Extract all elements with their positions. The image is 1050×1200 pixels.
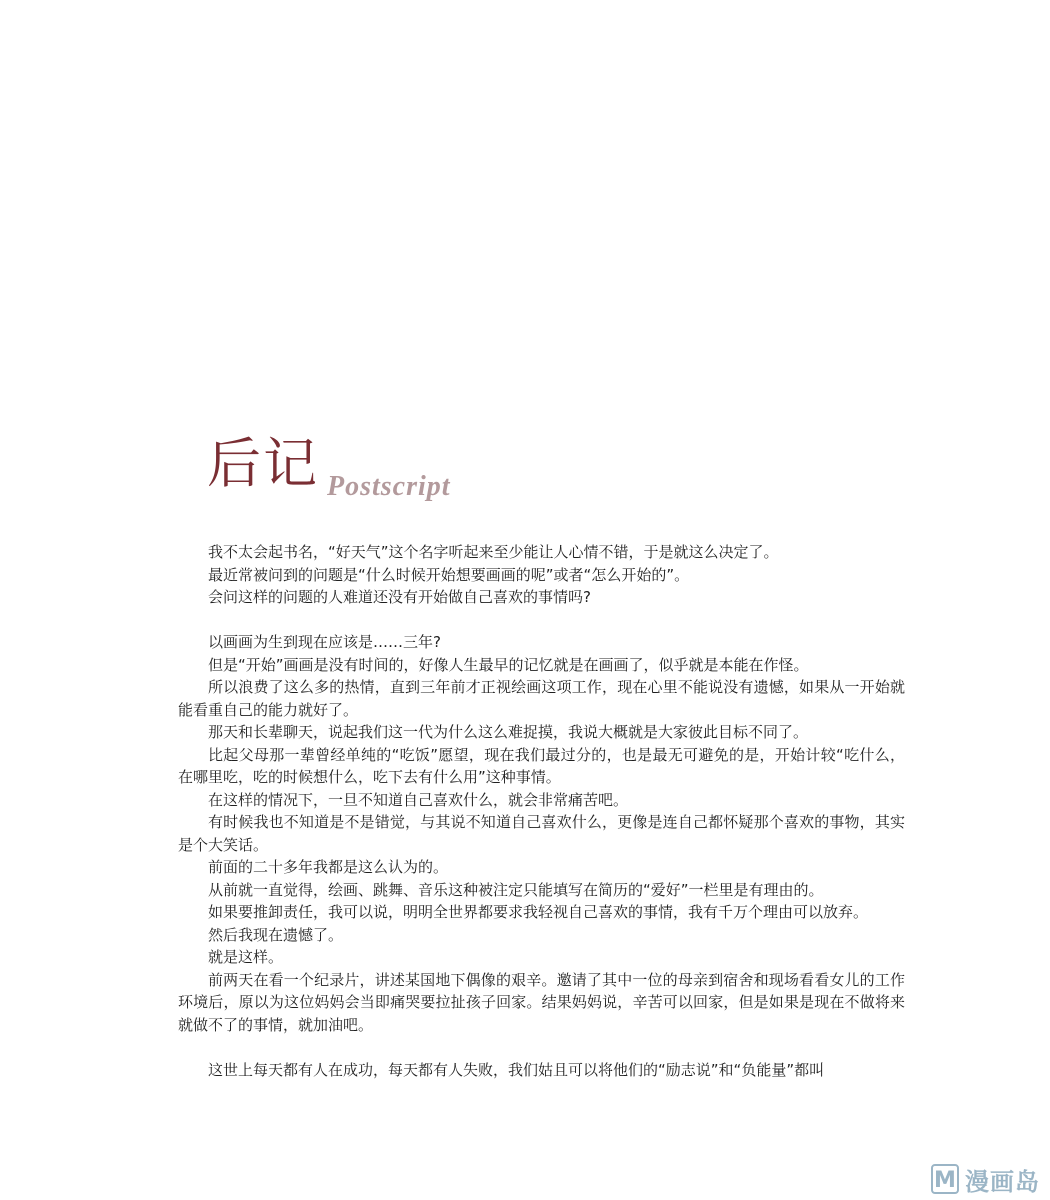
heading-title-chinese: 后记 bbox=[207, 432, 319, 495]
paragraph: 就是这样。 bbox=[208, 948, 284, 966]
paragraph: 所以浪费了这么多的热情，直到三年前才正视绘画这项工作，现在心里不能说没有遗憾，如果从一开始就能看重自己的能力就好了。 bbox=[178, 678, 905, 719]
watermark-logo-icon: M bbox=[931, 1164, 959, 1194]
paragraph: 以画画为生到现在应该是……三年? bbox=[208, 633, 441, 651]
postscript-body bbox=[178, 541, 905, 1081]
watermark-text: 漫画岛 bbox=[965, 1167, 1040, 1196]
paragraph: 有时候我也不知道是不是错觉，与其说不知道自己喜欢什么，更像是连自己都怀疑那个喜欢的事物，其实是个大笑话。 bbox=[178, 813, 905, 854]
paragraph: 前两天在看一个纪录片，讲述某国地下偶像的艰辛。邀请了其中一位的母亲到宿舍和现场看看女儿的工作环境后，原以为这位妈妈会当即痛哭要拉扯孩子回家。结果妈妈说，辛苦可以回家，但是如果是现在不做将来就做不了的事情，就加油吧。 bbox=[178, 970, 905, 1034]
paragraph: 最近常被问到的问题是“什么时候开始想要画画的呢”或者“怎么开始的”。 bbox=[208, 565, 690, 584]
paragraph: 在这样的情况下，一旦不知道自己喜欢什么，就会非常痛苦吧。 bbox=[208, 790, 629, 809]
paragraph: 但是“开始”画画是没有时间的，好像人生最早的记忆就是在画画了，似乎就是本能在作怪。 bbox=[208, 655, 809, 674]
paragraph: 前面的二十多年我都是这么认为的。 bbox=[208, 858, 449, 876]
paragraph: 那天和长辈聊天，说起我们这一代为什么这么难捉摸，我说大概就是大家彼此目标不同了。 bbox=[208, 723, 809, 741]
heading-title-english: Postscript bbox=[327, 471, 451, 502]
paragraph: 会问这样的问题的人难道还没有开始做自己喜欢的事情吗? bbox=[208, 588, 591, 606]
paragraph: 我不太会起书名，“好天气”这个名字听起来至少能让人心情不错，于是就这么决定了。 bbox=[208, 543, 779, 561]
paragraph: 从前就一直觉得，绘画、跳舞、音乐这种被注定只能填写在简历的“爱好”一栏里是有理由的。 bbox=[208, 880, 824, 899]
postscript-heading bbox=[207, 432, 507, 512]
site-watermark bbox=[931, 1162, 1040, 1196]
paragraph: 这世上每天都有人在成功，每天都有人失败，我们姑且可以将他们的“励志说”和“负能量”都叫 bbox=[208, 1060, 825, 1079]
paragraph: 如果要推卸责任，我可以说，明明全世界都要求我轻视自己喜欢的事情，我有千万个理由可以放弃。 bbox=[208, 903, 869, 921]
paragraph-gap bbox=[178, 1036, 905, 1059]
paragraph: 比起父母那一辈曾经单纯的“吃饭”愿望，现在我们最过分的，也是最无可避免的是，开始计较“吃什么，在哪里吃，吃的时候想什么，吃下去有什么用”这种事情。 bbox=[178, 745, 905, 786]
paragraph: 然后我现在遗憾了。 bbox=[208, 925, 344, 944]
paragraph-gap bbox=[178, 609, 905, 632]
